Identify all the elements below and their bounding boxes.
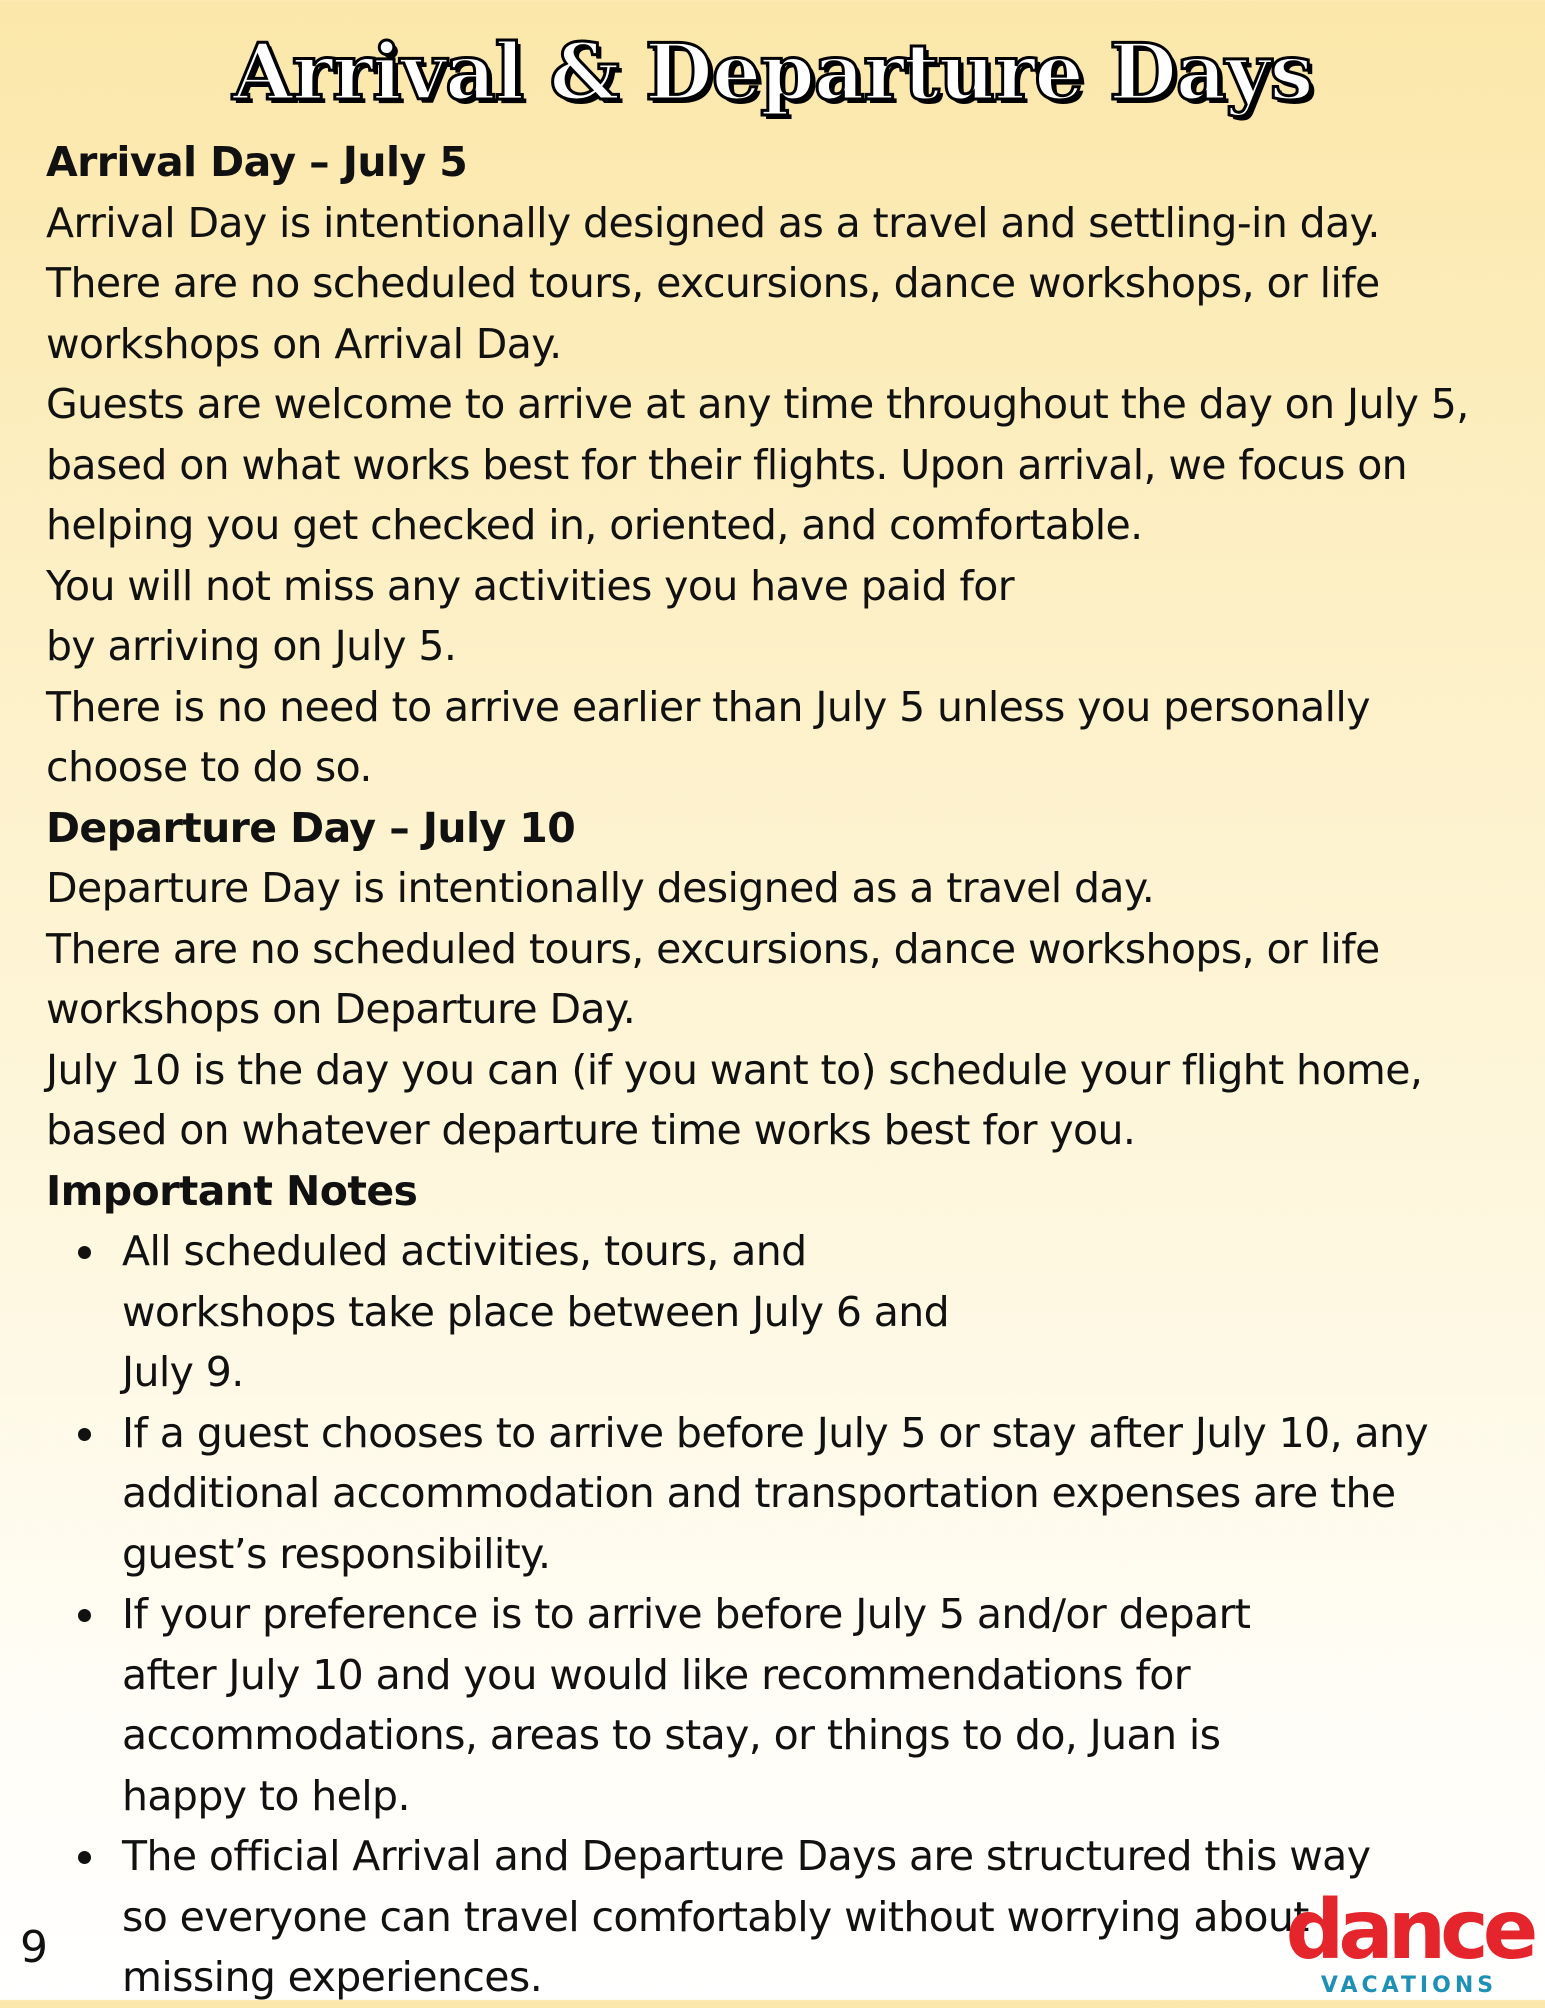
page-title: Arrival & Departure Days xyxy=(232,27,1313,118)
notes-list-item xyxy=(46,1403,1516,1585)
bullet-icon xyxy=(78,1609,91,1622)
departure-paragraph: There are no scheduled tours, excursions, dance workshops, or life workshops on Departure Day. xyxy=(46,924,1380,1033)
dance-vacations-logo xyxy=(1278,1878,1540,1996)
arrival-paragraph: There is no need to arrive earlier than July 5 unless you personally choose to do so. xyxy=(46,682,1370,791)
notes-item-text: If a guest chooses to arrive before July 5 or stay after July 10, any additional accommodation and transportation expenses are the guest’s responsibility. xyxy=(122,1408,1429,1578)
departure-heading: Departure Day – July 10 xyxy=(46,803,576,852)
departure-section xyxy=(46,798,1516,1161)
notes-list-item xyxy=(46,1221,1516,1403)
arrival-paragraph: Guests are welcome to arrive at any time throughout the day on July 5, based on what works best for their flights. Upon arrival, we focus on helping you get checked in, oriented, and comfortable. xyxy=(46,380,1469,549)
notes-item-text: The official Arrival and Departure Days are structured this way so everyone can travel comfortably without worrying about missing experiences. xyxy=(122,1832,1371,2001)
bullet-icon xyxy=(78,1428,91,1441)
logo-word: dance xyxy=(1285,1883,1533,1978)
bullet-icon xyxy=(78,1246,91,1259)
page-number: 9 xyxy=(20,1922,48,1973)
arrival-paragraph: You will not miss any activities you have paid for by arriving on July 5. xyxy=(46,561,1014,670)
bullet-icon xyxy=(78,1851,91,1864)
logo-graphic xyxy=(1278,1878,1540,1996)
arrival-section xyxy=(46,132,1516,798)
notes-item-text: All scheduled activities, tours, and workshops take place between July 6 and July 9. xyxy=(122,1227,950,1396)
departure-paragraph: July 10 is the day you can (if you want to) schedule your flight home, based on whatever departure time works best for you. xyxy=(46,1045,1423,1154)
notes-list-item xyxy=(46,1584,1516,1826)
logo-subword: VACATIONS xyxy=(1320,1973,1498,1996)
notes-heading: Important Notes xyxy=(46,1166,418,1215)
departure-paragraph: Departure Day is intentionally designed as a travel day. xyxy=(46,864,1155,912)
notes-item-text: If your preference is to arrive before July 5 and/or depart after July 10 and you would like recommendations for accommodations, areas to stay, or things to do, Juan is happy to help. xyxy=(122,1590,1251,1820)
main-content xyxy=(46,132,1516,2008)
arrival-paragraph: There are no scheduled tours, excursions, dance workshops, or life workshops on Arrival Day. xyxy=(46,259,1380,368)
arrival-heading: Arrival Day – July 5 xyxy=(46,138,468,186)
arrival-paragraph: Arrival Day is intentionally designed as a travel and settling-in day. xyxy=(46,198,1380,247)
